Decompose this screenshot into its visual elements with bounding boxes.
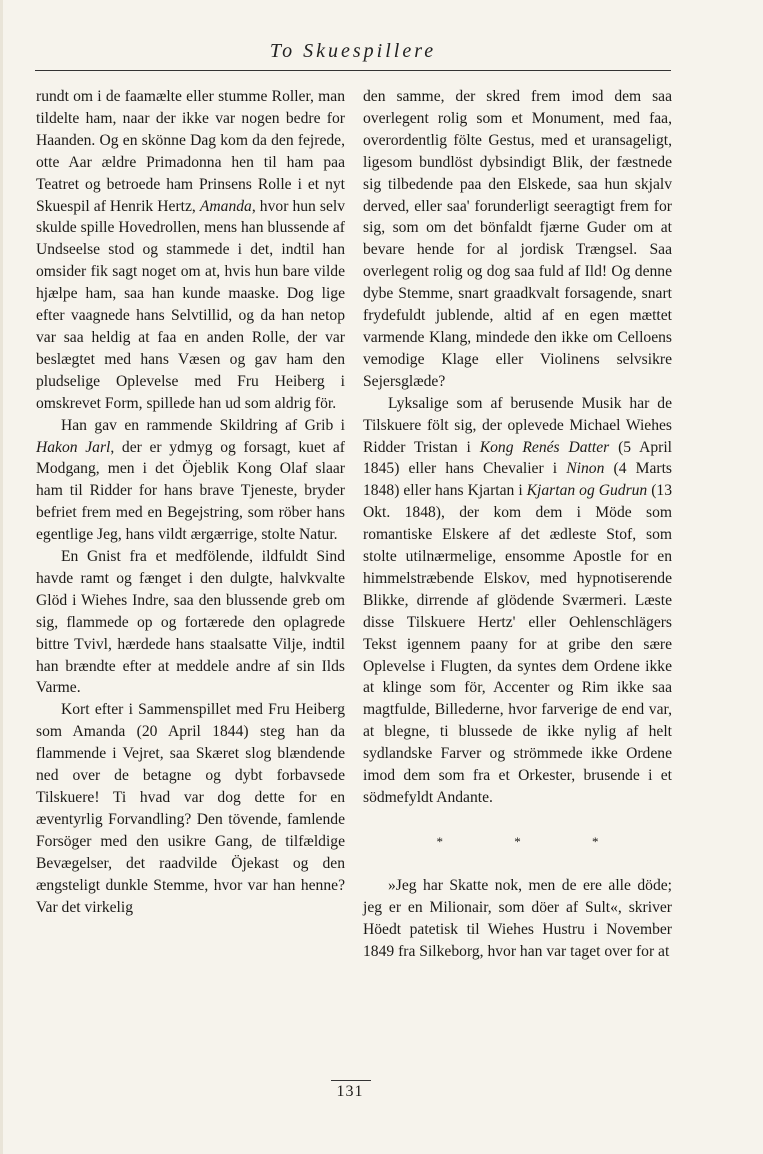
play-title: Kjartan og Gudrun xyxy=(526,482,648,500)
play-title: Ninon xyxy=(566,460,605,478)
play-title: Kong Renés Datter xyxy=(479,438,610,456)
paragraph: Han gav en rammende Skildring af Grib i Hakon Jarl, der er ydmyg og forsagt, kuet af Modgang, men i det Öjeblik Kong Olaf slaar ham til Ridder for hans brave Tjeneste, bryder befriet frem med en Begejstring, som röber hans egentlige Jeg, hans vildt ærgærrige, stolte Natur. xyxy=(36,416,345,544)
right-column xyxy=(363,86,672,963)
paragraph: den samme, der skred frem imod dem saa overlegent rolig som et Monument, med faa, overordentlig fölte Gestus, med et uransageligt, ligesom bundlöst dybsindigt Blik, der fæstnede sig tilbedende paa den Elskede, saa hun skjalv derved, eller saa' forunderligt seeragtigt frem for sig, som om det bönfaldt fjærne Guder om at bevare hende for al jordisk Trængsel. Saa overlegent rolig og dog saa fuld af Ild! Og denne dybe Stemme, snart graadkvalt forsagende, snart frydefuldt jublende, altid af en egen mættet varmende Klang, mindede den ikke om Celloens vemodige Klage eller Violinens selvsikre Sejersglæde? xyxy=(363,88,672,390)
running-head: To Skuespillere xyxy=(269,40,437,62)
section-break: * * * xyxy=(436,833,633,849)
play-title: Hakon Jarl xyxy=(36,438,111,456)
header-rule xyxy=(35,70,671,71)
paragraph: Lyksalige som af berusende Musik har de Tilskuere fölt sig, der oplevede Michael Wiehes Ridder Tristan i Kong Renés Datter (5 April 1845) eller hans Chevalier i Ninon (4 Marts 1848) eller hans Kjartan i Kjartan og Gudrun (13 Okt. 1848), der kom dem i Möde som romantiske Elskere af det ædleste Stof, som stolte utilnærmelige, ensomme Apostle for en himmelstræbende Elskov, med hypnotiserende Blikke, dirrende af glödende Sværmeri. Læste disse Tilskuere Hertz' eller Oehlenschlägers Tekst igennem paany for at gribe den sære Oplevelse i Flugten, da syntes dem Ordene ikke at klinge som för, Accenter og Rim ikke saa magtfulde, Billederne, hvor farverige de end var, at blegne, ti blussede de ikke nylig af helt sydlandske Farver og strömmede ikke Ordene imod dem som fra et Orkester, brusende i et södmefyldt Andante. xyxy=(363,394,673,806)
paragraph: »Jeg har Skatte nok, men de ere alle döde; jeg er en Milionair, som döer af Sult«, skriver Höedt patetisk til Wiehes Hustru i November 1849 fra Silkeborg, hvor han var taget over for at xyxy=(363,876,672,960)
paragraph: rundt om i de faamælte eller stumme Roller, man tildelte ham, naar der ikke var nogen bedre for Haanden. Og en skönne Dag kom da den fejrede, otte Aar ældre Primadonna hen til ham paa Teatret og betroede ham Prinsens Rolle i et nyt Skuespil af Henrik Hertz, Amanda, hvor hun selv skulde spille Hovedrollen, mens han blussende af Undseelse stod og stammede i det, indtil han omsider fik sagt noget om at, hvis hun bare vilde hjælpe ham, saa han kunde maaske. Dog lige efter vaagnede hans Selvtillid, og da han netop var saa heldig at faa en anden Rolle, der var beslægtet med hans Væsen og gav ham den pludselige Oplevelse med Fru Heiberg i omskrevet Form, spillede han ud som aldrig för. xyxy=(36,88,346,412)
page-number: 131 xyxy=(336,1083,364,1100)
footer-rule xyxy=(331,1080,371,1081)
left-column xyxy=(36,86,345,918)
play-title: Amanda xyxy=(199,197,252,215)
paragraph: En Gnist fra et medfölende, ildfuldt Sind havde ramt og fænget i den dulgte, halvkvalte Glöd i Wiehes Indre, saa den blussende greb om sig, flammede op og fortærede den oplagrede bittre Tvivl, hærdede hans staalsatte Vilje, indtil han brændte efter at meddele andre af sin Ilds Varme. xyxy=(36,548,345,697)
paragraph: Kort efter i Sammenspillet med Fru Heiberg som Amanda (20 April 1844) steg han da flammende i Vejret, saa Skæret slog blændende ned over de betagne og dybt forbavsede Tilskuere! Ti hvad var dog dette for en æventyrlig Forvandling? Den tövende, famlende Forsöger med den usikre Gang, de tilfældige Bevægelser, det raadvilde Öjekast og den ængsteligt dunkle Stemme, hvor var han henne? Var det virkelig xyxy=(36,701,345,916)
